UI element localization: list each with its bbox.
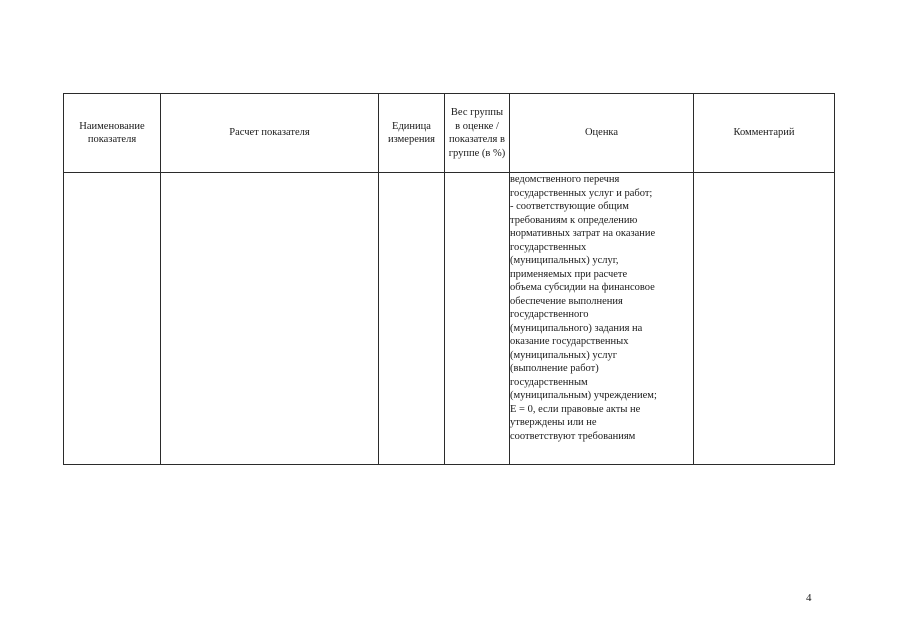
assessment-line: E = 0, если правовые акты не bbox=[510, 403, 641, 415]
assessment-line: требованиям к определению bbox=[510, 214, 638, 226]
assessment-line: оказание государственных bbox=[510, 336, 629, 347]
cell-weight bbox=[445, 173, 510, 465]
cell-unit bbox=[379, 173, 445, 465]
header-assessment: Оценка bbox=[510, 94, 694, 173]
cell-comment bbox=[694, 173, 835, 465]
assessment-line: государственным bbox=[510, 376, 588, 388]
page-number: 4 bbox=[806, 592, 812, 604]
header-weight: Вес группы в оценке / показателя в группе (в %) bbox=[445, 94, 510, 173]
cell-indicator-name bbox=[64, 173, 161, 465]
header-unit: Единица измерения bbox=[379, 94, 445, 173]
assessment-line: государственных услуг и работ; bbox=[510, 187, 653, 199]
table-row bbox=[64, 173, 835, 465]
header-calculation: Расчет показателя bbox=[161, 94, 379, 173]
assessment-line: утверждены или не bbox=[510, 417, 597, 428]
assessment-line: (муниципального) задания на bbox=[510, 322, 643, 334]
indicator-table bbox=[63, 93, 835, 465]
assessment-line: государственных bbox=[510, 241, 587, 253]
header-indicator-name: Наименование показателя bbox=[64, 94, 161, 173]
assessment-line: (муниципальным) учреждением; bbox=[510, 390, 657, 401]
assessment-line: соответствуют требованиям bbox=[510, 430, 636, 442]
assessment-line: ведомственного перечня bbox=[510, 174, 620, 185]
table-header-row bbox=[64, 94, 835, 173]
assessment-line: применяемых при расчете bbox=[510, 268, 628, 280]
assessment-line: обеспечение выполнения bbox=[510, 295, 623, 307]
assessment-line: объема субсидии на финансовое bbox=[510, 282, 655, 293]
cell-assessment bbox=[510, 173, 694, 465]
assessment-line: (выполнение работ) bbox=[510, 363, 599, 374]
assessment-line: нормативных затрат на оказание bbox=[510, 228, 656, 239]
cell-calculation bbox=[161, 173, 379, 465]
assessment-line: (муниципальных) услуг, bbox=[510, 255, 619, 266]
assessment-line: государственного bbox=[510, 309, 589, 320]
assessment-line: (муниципальных) услуг bbox=[510, 349, 618, 361]
assessment-line: - соответствующие общим bbox=[510, 201, 629, 212]
header-comment: Комментарий bbox=[694, 94, 835, 173]
